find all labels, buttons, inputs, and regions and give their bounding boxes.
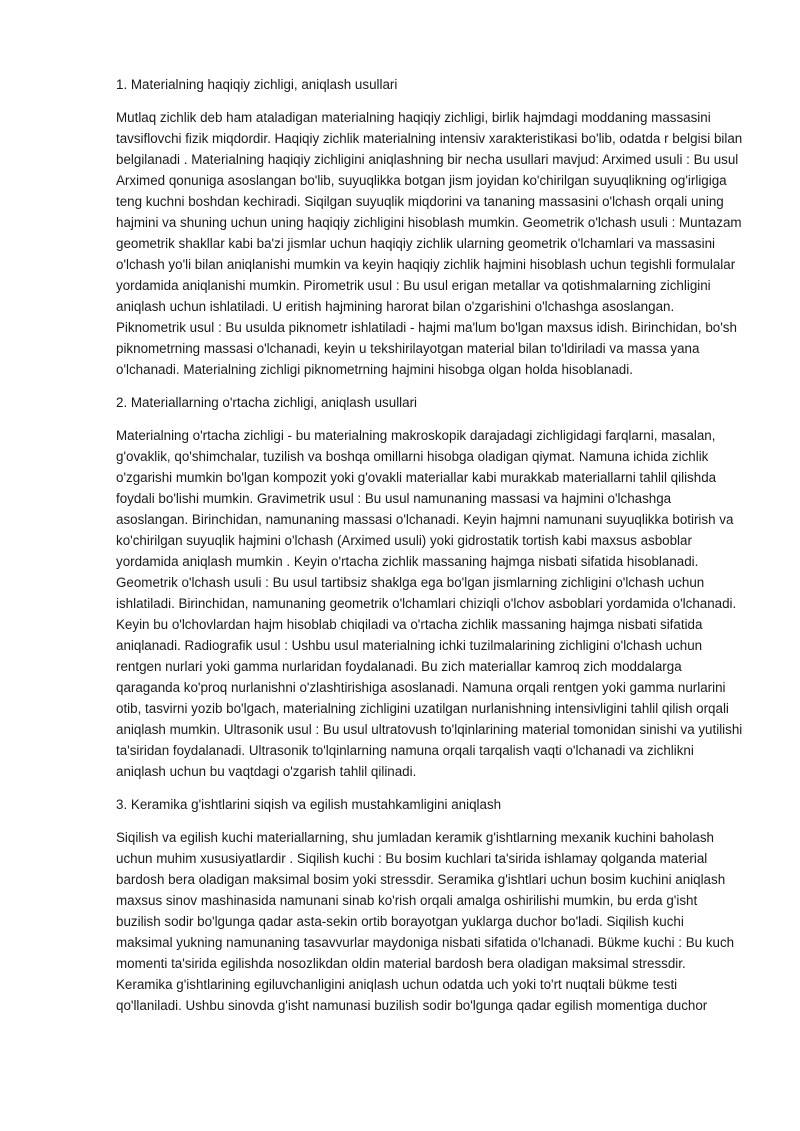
section-paragraph: Materialning o'rtacha zichligi - bu materialning makroskopik darajadagi zichligidagi farqlarni, masalan, g'ovaklik, qo'shimchalar, tuzilish va boshqa omillarni hisobga oladigan qiymat. Namuna ichida zichlik o'zgarishi mumkin bo'lgan kompozit yoki g'ovakli materiallar kabi murakkab materiallarni tahlil qilishda foydali bo'lishi mumkin. Gravimetrik usul : Bu usul namunaning massasi va hajmini o'lchashga asoslangan. Birinchidan, namunaning massasi o'lchanadi. Keyin hajmni namunani suyuqlikka botirish va ko'chirilgan suyuqlik hajmini o'lchash (Arximed usuli) yoki gidrostatik tortish kabi maxsus asboblar yordamida aniqlash mumkin . Keyin o'rtacha zichlik massaning hajmga nisbati sifatida hisoblanadi. Geometrik o'lchash usuli : Bu usul tartibsiz shaklga ega bo'lgan jismlarning zichligini o'lchash uchun ishlatiladi. Birinchidan, namunaning geometrik o'lchamlari chiziqli o'lchov asboblari yordamida o'lchanadi. Keyin bu o'lchovlardan hajm hisoblab chiqiladi va o'rtacha zichlik massaning hajmga nisbati sifatida aniqlanadi. Radiografik usul : Ushbu usul materialning ichki tuzilmalarining zichligini o'lchash uchun rentgen nurlari yoki gamma nurlaridan foydalanadi. Bu zich materiallar kamroq zich moddalarga qaraganda ko'proq nurlanishni o'zlashtirishiga asoslanadi. Namuna orqali rentgen yoki gamma nurlarini otib, tasvirni yozib bo'lgach, materialning zichligini uzatilgan nurlanishning intensivligini tahlil qilish orqali aniqlash mumkin. Ultrasonik usul : Bu usul ultratovush to'lqinlarining material tomonidan sinishi va yutilishi ta'siridan foydalanadi. Ultrasonik to'lqinlarning namuna orqali tarqalish vaqti o'lchanadi va zichlikni aniqlash uchun bu vaqtdagi o'zgarish tahlil qilinadi. [116,428,743,779]
section-heading: 2. Materiallarning o'rtacha zichligi, aniqlash usullari [116,395,418,410]
section-heading: 3. Keramika g'ishtlarini siqish va egilish mustahkamligini aniqlash [116,797,502,812]
section-paragraph: Siqilish va egilish kuchi materiallarning, shu jumladan keramik g'ishtlarning mexanik kuchini baholash uchun muhim xususiyatlardir . Siqilish kuchi : Bu bosim kuchlari ta'sirida ishlamay qolganda material bardosh bera oladigan maksimal bosim yoki stressdir. Seramika g'ishtlari uchun bosim kuchini aniqlash maxsus sinov mashinasida namunani sinab ko'rish orqali amalga oshirilishi mumkin, bu erda g'isht buzilish sodir bo'lgunga qadar asta-sekin ortib borayotgan yuklarga duchor bo'ladi. Siqilish kuchi maksimal yukning namunaning tasavvurlar maydoniga nisbati sifatida o'lchanadi. Bükme kuchi : Bu kuch momenti ta'sirida egilishda nosozlikdan oldin material bardosh bera oladigan maksimal stressdir. Keramika g'ishtlarining egiluvchanligini aniqlash uchun odatda uch yoki to'rt nuqtali bükme testi qo'llaniladi. Ushbu sinovda g'isht namunasi buzilish sodir bo'lgunga qadar egilish momentiga duchor [116,830,735,1013]
section-brick-strength [116,794,744,1016]
section-paragraph: Mutlaq zichlik deb ham ataladigan materialning haqiqiy zichligi, birlik hajmdagi moddaning massasini tavsiflovchi fizik miqdordir. Haqiqiy zichlik materialning intensiv xarakteristikasi bo'lib, odatda r belgisi bilan belgilanadi . Materialning haqiqiy zichligini aniqlashning bir necha usullari mavjud: Arximed usuli : Bu usul Arximed qonuniga asoslangan bo'lib, suyuqlikka botgan jism joyidan ko'chirilgan suyuqlikning og'irligiga teng kuchni boshdan kechiradi. Siqilgan suyuqlik miqdorini va tananing massasini o'lchash orqali uning hajmini va shuning uchun uning haqiqiy zichligini hisoblash mumkin. Geometrik o'lchash usuli : Muntazam geometrik shakllar kabi ba'zi jismlar uchun haqiqiy zichlik ularning geometrik o'lchamlari va massasini o'lchash yo'li bilan aniqlanishi mumkin va keyin haqiqiy zichlik hajmini hisoblash uchun tegishli formulalar yordamida aniqlanishi mumkin. Pirometrik usul : Bu usul erigan metallar va qotishmalarning zichligini aniqlash uchun ishlatiladi. U eritish hajmining harorat bilan o'zgarishini o'lchashga asoslangan. Piknometrik usul : Bu usulda piknometr ishlatiladi - hajmi ma'lum bo'lgan maxsus idish. Birinchidan, bo'sh piknometrning massasi o'lchanadi, keyin u tekshirilayotgan material bilan to'ldiriladi va massa yana o'lchanadi. Materialning zichligi piknometrning hajmini hisobga olgan holda hisoblanadi. [116,110,743,377]
document-page [116,74,744,1028]
section-true-density [116,74,744,380]
section-heading: 1. Materialning haqiqiy zichligi, aniqlash usullari [116,77,398,92]
section-average-density [116,392,744,782]
